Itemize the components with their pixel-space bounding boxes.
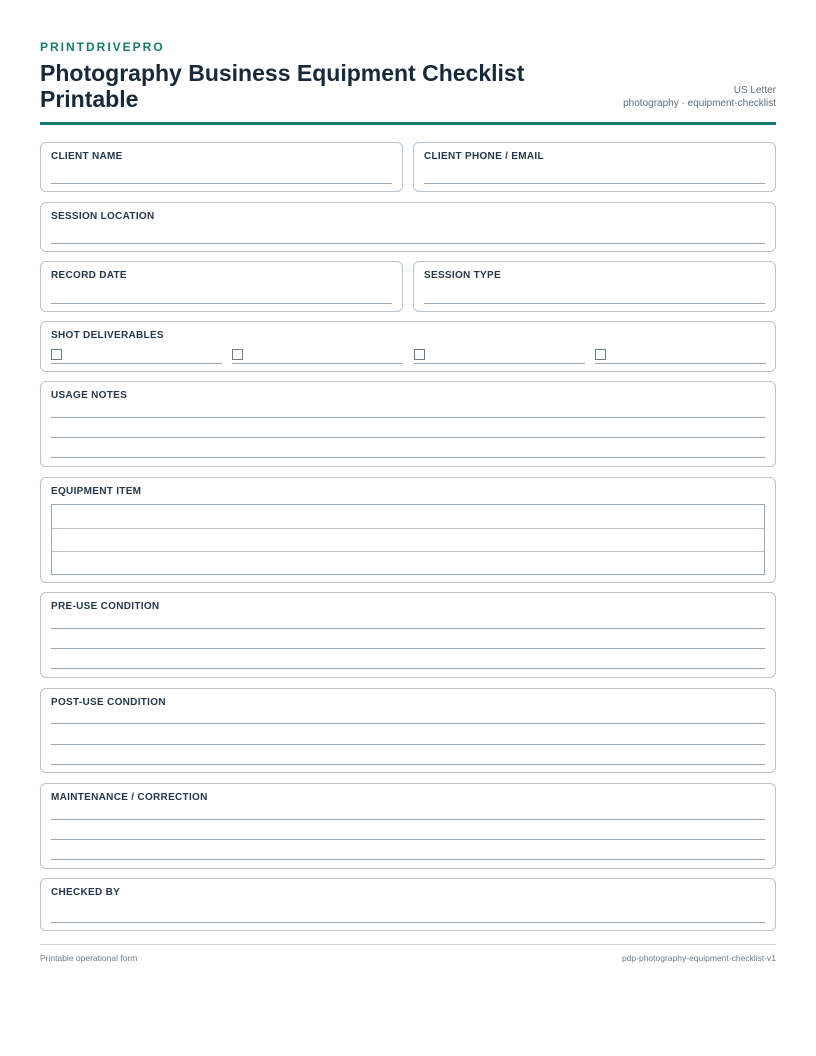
deliverable-writing-line[interactable] — [232, 363, 403, 364]
deliverable-writing-line[interactable] — [51, 363, 222, 364]
usage-notes-line-1[interactable] — [51, 417, 765, 418]
page-header — [40, 60, 776, 112]
maintenance-line-3[interactable] — [51, 859, 765, 860]
pre-use-line-1[interactable] — [51, 628, 765, 629]
deliverable-option-3[interactable] — [414, 348, 585, 364]
client-name-field[interactable] — [40, 142, 403, 192]
checkbox[interactable] — [595, 349, 606, 360]
equipment-item-label: EQUIPMENT ITEM — [51, 486, 142, 497]
usage-notes-label: USAGE NOTES — [51, 390, 128, 401]
checkbox[interactable] — [414, 349, 425, 360]
equipment-item-field — [40, 477, 776, 583]
paper-size: US Letter — [733, 85, 776, 96]
checkbox[interactable] — [232, 349, 243, 360]
maintenance-line-2[interactable] — [51, 839, 765, 840]
page-title: Photography Business Equipment Checklist Printable — [40, 60, 525, 112]
deliverable-writing-line[interactable] — [414, 363, 585, 364]
record-date-writing-line[interactable] — [51, 303, 392, 304]
client-contact-writing-line[interactable] — [424, 183, 765, 184]
pre-use-condition-field[interactable] — [40, 592, 776, 678]
session-type-label: SESSION TYPE — [424, 270, 501, 281]
post-use-line-1[interactable] — [51, 723, 765, 724]
footer-rule — [40, 944, 776, 945]
pre-use-line-3[interactable] — [51, 668, 765, 669]
pre-use-line-2[interactable] — [51, 648, 765, 649]
equipment-table — [51, 504, 765, 575]
record-date-field[interactable] — [40, 261, 403, 312]
checked-by-label: CHECKED BY — [51, 887, 121, 898]
client-name-writing-line[interactable] — [51, 183, 392, 184]
usage-notes-line-3[interactable] — [51, 457, 765, 458]
deliverable-option-2[interactable] — [232, 348, 403, 364]
post-use-line-2[interactable] — [51, 744, 765, 745]
session-location-label: SESSION LOCATION — [51, 211, 155, 222]
brand-name: PRINTDRIVEPRO — [40, 40, 165, 54]
post-use-condition-field[interactable] — [40, 688, 776, 773]
usage-notes-field[interactable] — [40, 381, 776, 467]
client-contact-field[interactable] — [413, 142, 776, 192]
session-location-writing-line[interactable] — [51, 243, 765, 244]
maintenance-correction-field[interactable] — [40, 783, 776, 869]
session-type-field[interactable] — [413, 261, 776, 312]
shot-deliverables-label: SHOT DELIVERABLES — [51, 330, 164, 341]
session-type-writing-line[interactable] — [424, 303, 765, 304]
checked-by-field[interactable] — [40, 878, 776, 931]
pre-use-condition-label: PRE-USE CONDITION — [51, 601, 160, 612]
form-id: pdp-photography-equipment-checklist-v1 — [621, 953, 776, 963]
table-row-divider — [52, 551, 764, 552]
page-meta — [623, 84, 776, 112]
record-date-label: RECORD DATE — [51, 270, 127, 281]
deliverable-option-1[interactable] — [51, 348, 222, 364]
post-use-line-3[interactable] — [51, 764, 765, 765]
footer-note: Printable operational form — [40, 953, 138, 963]
usage-notes-line-2[interactable] — [51, 437, 765, 438]
session-location-field[interactable] — [40, 202, 776, 252]
post-use-condition-label: POST-USE CONDITION — [51, 697, 166, 708]
shot-deliverables-field — [40, 321, 776, 372]
page-tags: photography · equipment-checklist — [623, 98, 776, 109]
deliverable-writing-line[interactable] — [595, 363, 766, 364]
deliverable-option-4[interactable] — [595, 348, 766, 364]
header-rule — [40, 122, 776, 125]
maintenance-correction-label: MAINTENANCE / CORRECTION — [51, 792, 208, 803]
checkbox[interactable] — [51, 349, 62, 360]
client-contact-label: CLIENT PHONE / EMAIL — [424, 151, 544, 162]
table-row-divider — [52, 528, 764, 529]
form-page — [40, 40, 776, 125]
maintenance-line-1[interactable] — [51, 819, 765, 820]
checked-by-writing-line[interactable] — [51, 922, 765, 923]
client-name-label: CLIENT NAME — [51, 151, 123, 162]
